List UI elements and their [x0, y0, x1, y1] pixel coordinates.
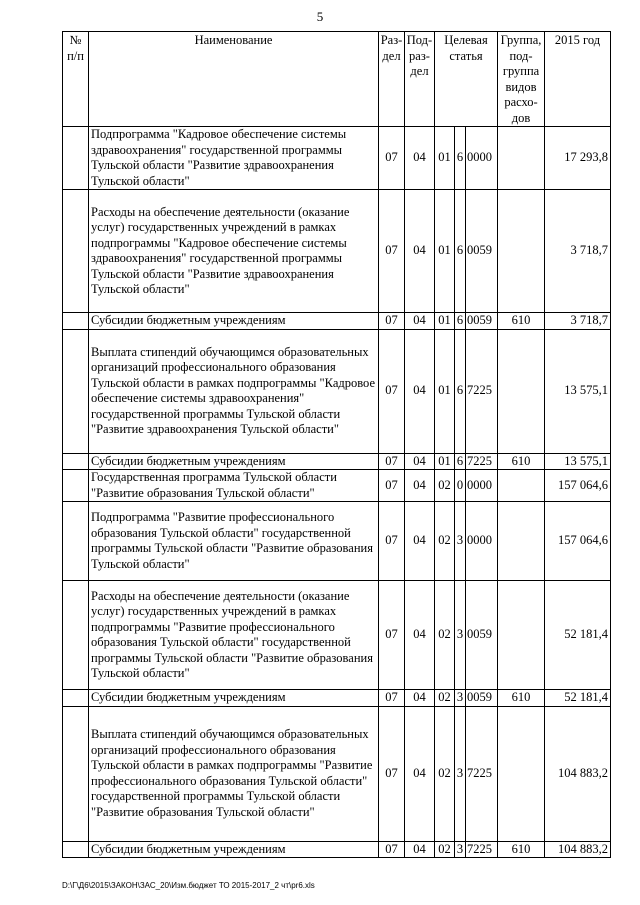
cell-cs3: 7225: [466, 841, 498, 858]
cell-cs2: 6: [455, 453, 466, 470]
cell-num: [63, 470, 89, 502]
cell-num: [63, 453, 89, 470]
table-row: [63, 502, 611, 581]
cell-vid: [498, 581, 545, 690]
cell-num: [63, 841, 89, 858]
cell-podrazdel: 04: [405, 190, 435, 313]
cell-razdel: 07: [379, 706, 405, 841]
cell-cs1: 02: [435, 470, 455, 502]
table-row: [63, 329, 611, 453]
table-row: [63, 470, 611, 502]
table-row: [63, 841, 611, 858]
file-path-footer: D:\Г\Д6\2015\ЗАКОН\ЗАС_20\Изм.бюджет ТО 2015-2017_2 чт\pr6.xls: [62, 881, 315, 890]
cell-vid: [498, 470, 545, 502]
cell-vid: [498, 329, 545, 453]
cell-cs1: 02: [435, 841, 455, 858]
cell-num: [63, 502, 89, 581]
cell-sum: 13 575,1: [545, 453, 611, 470]
cell-num: [63, 706, 89, 841]
cell-vid: [498, 706, 545, 841]
cell-cs1: 02: [435, 502, 455, 581]
cell-cs2: 3: [455, 706, 466, 841]
cell-cs1: 01: [435, 190, 455, 313]
cell-razdel: 07: [379, 313, 405, 330]
cell-cs1: 01: [435, 453, 455, 470]
cell-cs2: 6: [455, 329, 466, 453]
cell-cs1: 01: [435, 127, 455, 190]
cell-name: Подпрограмма "Развитие профессионального образования Тульской области" государственной программы Тульской области "Развитие образования Тульской области": [89, 502, 379, 581]
cell-podrazdel: 04: [405, 581, 435, 690]
cell-num: [63, 581, 89, 690]
cell-cs2: 6: [455, 313, 466, 330]
cell-name: Подпрограмма "Кадровое обеспечение системы здравоохранения" государственной программы Тульской области "Развитие здравоохранения Тульской области": [89, 127, 379, 190]
cell-cs3: 0059: [466, 581, 498, 690]
cell-name: Выплата стипендий обучающимся образовательных организаций профессионального образования Тульской области в рамках подпрограммы "Кадровое обеспечение системы здравоохранения" государственной программы Тульской области "Развитие здравоохранения Тульской области": [89, 329, 379, 453]
cell-sum: 3 718,7: [545, 313, 611, 330]
cell-vid: 610: [498, 841, 545, 858]
header-podrazdel: Под- раз- дел: [405, 32, 435, 127]
header-gruppa: Группа, под- группа видов расхо- дов: [498, 32, 545, 127]
cell-cs3: 0000: [466, 470, 498, 502]
cell-cs2: 3: [455, 502, 466, 581]
cell-sum: 104 883,2: [545, 706, 611, 841]
cell-razdel: 07: [379, 453, 405, 470]
table-row: [63, 581, 611, 690]
cell-cs3: 0059: [466, 313, 498, 330]
cell-cs3: 0000: [466, 502, 498, 581]
cell-sum: 17 293,8: [545, 127, 611, 190]
cell-name: Субсидии бюджетным учреждениям: [89, 453, 379, 470]
cell-sum: 13 575,1: [545, 329, 611, 453]
table-row: [63, 453, 611, 470]
cell-podrazdel: 04: [405, 329, 435, 453]
cell-vid: 610: [498, 313, 545, 330]
cell-cs2: 6: [455, 127, 466, 190]
cell-cs2: 3: [455, 581, 466, 690]
table-row: [63, 127, 611, 190]
cell-sum: 52 181,4: [545, 581, 611, 690]
cell-name: Субсидии бюджетным учреждениям: [89, 690, 379, 707]
cell-cs3: 7225: [466, 329, 498, 453]
header-celevaya-statya: Целевая статья: [435, 32, 498, 127]
cell-razdel: 07: [379, 581, 405, 690]
page-number: 5: [316, 9, 324, 24]
cell-cs2: 3: [455, 690, 466, 707]
table-row: [63, 190, 611, 313]
cell-num: [63, 313, 89, 330]
cell-name: Расходы на обеспечение деятельности (оказание услуг) государственных учреждений в рамках подпрограммы "Кадровое обеспечение системы здравоохранения" государственной программы Тульской области "Развитие здравоохранения Тульской области": [89, 190, 379, 313]
cell-num: [63, 190, 89, 313]
cell-podrazdel: 04: [405, 127, 435, 190]
cell-podrazdel: 04: [405, 706, 435, 841]
cell-vid: [498, 190, 545, 313]
cell-cs2: 6: [455, 190, 466, 313]
cell-num: [63, 329, 89, 453]
cell-sum: 157 064,6: [545, 470, 611, 502]
cell-razdel: 07: [379, 690, 405, 707]
cell-razdel: 07: [379, 190, 405, 313]
cell-sum: 3 718,7: [545, 190, 611, 313]
cell-podrazdel: 04: [405, 502, 435, 581]
cell-vid: [498, 502, 545, 581]
cell-vid: 610: [498, 690, 545, 707]
header-num: № п/п: [63, 32, 89, 127]
header-name: Наименование: [89, 32, 379, 127]
cell-cs3: 7225: [466, 453, 498, 470]
cell-cs3: 0059: [466, 190, 498, 313]
cell-num: [63, 127, 89, 190]
cell-sum: 157 064,6: [545, 502, 611, 581]
cell-podrazdel: 04: [405, 453, 435, 470]
cell-name: Субсидии бюджетным учреждениям: [89, 841, 379, 858]
cell-cs3: 7225: [466, 706, 498, 841]
cell-name: Субсидии бюджетным учреждениям: [89, 313, 379, 330]
table-row: [63, 706, 611, 841]
cell-name: Государственная программа Тульской области "Развитие образования Тульской области": [89, 470, 379, 502]
cell-razdel: 07: [379, 841, 405, 858]
table-row: [63, 690, 611, 707]
cell-podrazdel: 04: [405, 841, 435, 858]
cell-num: [63, 690, 89, 707]
cell-podrazdel: 04: [405, 690, 435, 707]
table-header-row: [63, 32, 611, 127]
header-razdel: Раз- дел: [379, 32, 405, 127]
cell-razdel: 07: [379, 502, 405, 581]
cell-cs1: 01: [435, 329, 455, 453]
cell-razdel: 07: [379, 329, 405, 453]
table-row: [63, 313, 611, 330]
budget-table: [62, 31, 611, 858]
cell-vid: 610: [498, 453, 545, 470]
cell-cs1: 01: [435, 313, 455, 330]
cell-razdel: 07: [379, 470, 405, 502]
cell-sum: 104 883,2: [545, 841, 611, 858]
cell-cs1: 02: [435, 581, 455, 690]
cell-name: Расходы на обеспечение деятельности (оказание услуг) государственных учреждений в рамках подпрограммы "Развитие профессионального образования Тульской области" государственной программы Тульской области "Развитие образования Тульской области": [89, 581, 379, 690]
cell-razdel: 07: [379, 127, 405, 190]
cell-name: Выплата стипендий обучающимся образовательных организаций профессионального образования Тульской области в рамках подпрограммы "Развитие профессионального образования Тульской области" государственной программы Тульской области "Развитие образования Тульской области": [89, 706, 379, 841]
cell-sum: 52 181,4: [545, 690, 611, 707]
cell-cs1: 02: [435, 690, 455, 707]
table-body: [63, 127, 611, 858]
header-year: 2015 год: [545, 32, 611, 127]
cell-podrazdel: 04: [405, 313, 435, 330]
cell-cs2: 0: [455, 470, 466, 502]
cell-cs1: 02: [435, 706, 455, 841]
cell-cs3: 0000: [466, 127, 498, 190]
cell-vid: [498, 127, 545, 190]
cell-podrazdel: 04: [405, 470, 435, 502]
cell-cs2: 3: [455, 841, 466, 858]
cell-cs3: 0059: [466, 690, 498, 707]
